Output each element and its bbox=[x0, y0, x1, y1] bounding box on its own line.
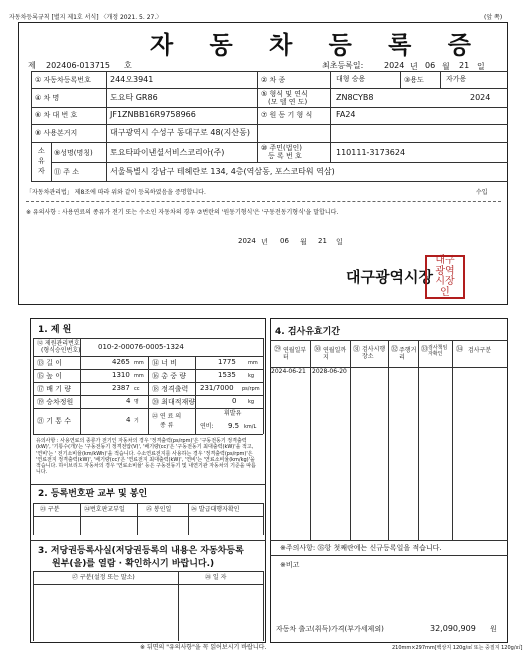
insp-col-place-mark: ㉛ bbox=[353, 345, 360, 353]
inspection-note: ※주의사항: ㉟항 첫째란에는 신규등록일을 적습니다. bbox=[280, 544, 442, 552]
address-value: 서울특별시 강남구 테헤란로 134, 4층(역삼동, 포스코타워 역삼) bbox=[110, 167, 335, 176]
plates-heading: 2. 등록번호판 교부 및 봉인 bbox=[38, 489, 148, 499]
owner-side-3: 자 bbox=[38, 167, 45, 175]
owner-name-label: ⑨성명(명칭) bbox=[54, 149, 93, 157]
owner-name-value: 토요타파이낸셜서비스코리아(주) bbox=[110, 148, 225, 157]
official-seal-stamp bbox=[425, 255, 465, 299]
insp-col-type: 검사구분 bbox=[468, 347, 492, 354]
inspection-heading: 4. 검사유효기간 bbox=[275, 327, 340, 337]
insp-col-to: 연월일까지 bbox=[323, 347, 347, 362]
specs-heading: 1. 제 원 bbox=[38, 325, 72, 335]
insp-col-place: 검사시행장소 bbox=[362, 346, 386, 361]
displacement-label: ⑰ 배 기 량 bbox=[37, 385, 71, 393]
owner-side-2: 유 bbox=[38, 157, 45, 165]
mortgage-col-kind: ㉗ 구분(설정 또는 말소) bbox=[72, 574, 135, 581]
use-label: ③용도 bbox=[404, 76, 424, 84]
name-label: ④ 차 명 bbox=[35, 94, 60, 102]
vin-label: ⑥ 차 대 번 호 bbox=[35, 111, 78, 119]
engine-value: FA24 bbox=[336, 110, 356, 119]
first-reg-day-unit: 일 bbox=[477, 62, 485, 71]
height-label: ⑮ 높 이 bbox=[37, 372, 62, 380]
authority-name: 대구광역시장 bbox=[346, 268, 433, 286]
insp-row1-to: 2028-06-20 bbox=[312, 368, 347, 375]
insp-col-from: 연월일부터 bbox=[283, 347, 307, 362]
issue-year: 2024 bbox=[238, 237, 256, 245]
price-value: 32,090,909 bbox=[430, 624, 476, 633]
cylinder-unit: 기 bbox=[134, 418, 139, 424]
model-label: ⑤ 형식 및 연식 bbox=[261, 90, 308, 98]
insp-col-mileage: 주행거리 bbox=[399, 347, 417, 362]
insp-col-inspector: 검사책임자확인 bbox=[428, 345, 448, 357]
displacement-unit: cc bbox=[134, 386, 140, 392]
doc-no-prefix: 제 bbox=[28, 61, 36, 70]
price-label: 자동차 출고(취득)가격(부가세제외) bbox=[276, 625, 384, 633]
fuel-label-line2: 종 류 bbox=[160, 422, 174, 429]
address-label: ⑪ 주 소 bbox=[54, 168, 79, 176]
power-value: 231/7000 bbox=[200, 384, 234, 392]
issue-day-unit: 일 bbox=[336, 238, 343, 246]
weight-value: 1535 bbox=[218, 371, 236, 379]
mortgage-col-date: ㉘ 일 자 bbox=[205, 574, 227, 581]
approval-label-line2: (형식승인번호) bbox=[41, 347, 81, 354]
footer-note: ※ 뒤면의 "유의사항"을 꼭 읽어보시기 바랍니다. bbox=[140, 644, 267, 651]
plates-col-issue-date: ㉔번호판교부일 bbox=[84, 506, 125, 513]
seats-value: 4 bbox=[126, 397, 131, 405]
plates-col-kind: ㉓ 구분 bbox=[40, 506, 60, 513]
fuel-value: 휘발유 bbox=[224, 410, 242, 417]
page-side-label: (앞 쪽) bbox=[484, 14, 503, 21]
document-title: 자 동 차 등 록 증 bbox=[150, 30, 485, 59]
first-reg-label: 최초등록일: bbox=[322, 61, 364, 70]
height-value: 1310 bbox=[112, 371, 130, 379]
reg-no-value: 244오3941 bbox=[110, 75, 154, 84]
use-value: 자가용 bbox=[446, 75, 467, 83]
regulation-text: 자동차등록규칙 [별지 제1호 서식] 〈개정 2021. 5. 27.〉 bbox=[9, 14, 163, 21]
first-reg-year-unit: 년 bbox=[410, 62, 418, 71]
length-label: ⑬ 길 이 bbox=[37, 359, 62, 367]
mortgage-heading-line1: 3. 저당권등록사실(저당권등록의 내용은 자동차등록 bbox=[38, 546, 244, 556]
load-label: ⑳ 최대적재량 bbox=[152, 398, 196, 406]
seats-label: ⑲ 승차정원 bbox=[37, 398, 74, 406]
plates-col-seal-date: ㉕ 봉인일 bbox=[146, 506, 172, 513]
seats-unit: 명 bbox=[134, 399, 139, 405]
approval-label-line1: ⑫ 제원관리번호 bbox=[37, 340, 80, 347]
issue-month-unit: 월 bbox=[300, 238, 307, 246]
cylinder-label: ㉑ 기 통 수 bbox=[37, 417, 71, 425]
model-value: ZN8CYB8 bbox=[336, 93, 374, 102]
first-reg-month: 06 bbox=[425, 61, 436, 70]
insp-col-from-mark: ㉙ bbox=[274, 345, 281, 353]
approval-no-value: 010-2-00076-0005-1324 bbox=[98, 343, 184, 351]
mortgage-heading-line2: 원부(을)를 열람 · 확인하시기 바랍니다.) bbox=[52, 559, 215, 569]
efficiency-value: 9.5 bbox=[228, 422, 240, 430]
width-label: ⑭ 너 비 bbox=[152, 359, 177, 367]
model-year-value: 2024 bbox=[470, 93, 491, 102]
doc-no-suffix: 호 bbox=[124, 61, 132, 70]
owner-id-label-line2: 등 록 번 호 bbox=[268, 152, 302, 160]
width-value: 1775 bbox=[218, 358, 236, 366]
owner-id-label-line1: ⑩ 주민(법인) bbox=[261, 144, 303, 152]
official-seal-text: 대구광역시장인 bbox=[435, 255, 455, 298]
first-reg-day: 21 bbox=[459, 61, 470, 70]
insp-col-inspector-mark: ㉝ bbox=[421, 345, 428, 353]
length-unit: mm bbox=[134, 360, 144, 366]
displacement-value: 2387 bbox=[112, 384, 130, 392]
first-reg-month-unit: 월 bbox=[442, 62, 450, 71]
inspection-remark: ※비고 bbox=[280, 561, 300, 569]
specs-note: 유의사항 : 사용연료의 종류가 전기인 자동차의 경우 '정격출력(ps/rpm)'은 '구동전동기 정격출력(kW)', '기통수(개)'는 '구동전동기 정격전압(V)', '배기량(cc)'은 '구동전동기 최대출력(kW)'을 적고, '연비'는 ' 전기소비율(km/kWh)'을 적습니다. 수소연료전지를 사용하는 경우 '정격출력(ps/rpm)'은 '연료전지 정격출력(kW)', '배기량(cc)'은 '연료전지 최대출력(kW)', '연비'는 '연료소비율(km/kg)'을 적습니다. 하이브리드 자동차의 경우 '연료소비율' 등은 구동전동기 및 내연기관 자동차의 기준을 따릅니다. bbox=[36, 438, 256, 476]
name-value: 도요타 GR86 bbox=[110, 93, 158, 102]
power-label: ⑱ 정격출력 bbox=[152, 385, 189, 393]
insp-col-mileage-mark: ㉜ bbox=[391, 345, 398, 353]
model-sub-label: (모 델 연 도) bbox=[268, 98, 308, 106]
efficiency-unit: km/L bbox=[244, 424, 257, 430]
load-value: 0 bbox=[232, 397, 237, 405]
base-label: ⑧ 사용본거지 bbox=[35, 129, 78, 137]
issue-day: 21 bbox=[318, 237, 327, 245]
vin-value: JF1ZNBB16R9758966 bbox=[110, 110, 196, 119]
doc-no: 202406-013715 bbox=[46, 61, 110, 70]
weight-unit: kg bbox=[248, 373, 255, 379]
insp-col-to-mark: ㉚ bbox=[314, 345, 321, 353]
reg-no-label: ① 자동차등록번호 bbox=[35, 76, 91, 84]
insp-row1-from: 2024-06-21 bbox=[271, 368, 306, 375]
weight-label: ⑯ 총 중 량 bbox=[152, 372, 186, 380]
certify-note: ※ 유의사항 : 사용연료의 종류가 전기 또는 수소인 자동차의 경우 ⑦번란의 '원동기형식'은 '구동전동기형식'을 말합니다. bbox=[26, 209, 339, 216]
price-unit: 원 bbox=[490, 625, 497, 633]
height-unit: mm bbox=[134, 373, 144, 379]
insp-col-type-mark: ㉞ bbox=[456, 345, 463, 353]
load-unit: kg bbox=[248, 399, 255, 405]
cylinder-value: 4 bbox=[126, 416, 131, 424]
fuel-label-line1: ㉒ 연 료 의 bbox=[152, 413, 182, 420]
engine-label: ⑦ 원 동 기 형 식 bbox=[261, 111, 313, 119]
certify-side: 수입 bbox=[476, 189, 488, 196]
issue-year-unit: 년 bbox=[261, 238, 268, 246]
first-reg-year: 2024 bbox=[384, 61, 405, 70]
power-unit: ps/rpm bbox=[242, 386, 260, 392]
owner-side-1: 소 bbox=[38, 147, 45, 155]
width-unit: mm bbox=[248, 360, 258, 366]
owner-id-value: 110111-3173624 bbox=[336, 148, 406, 157]
length-value: 4265 bbox=[112, 358, 130, 366]
footer-paper-spec: 210mm×297mm[백상지 120g/㎡ 또는 중질지 120g/㎡] bbox=[392, 645, 523, 651]
certify-text: 「자동차관리법」 제8조에 따라 위와 같이 등록하였음을 증명합니다. bbox=[26, 189, 206, 196]
type-label: ② 차 종 bbox=[261, 76, 286, 84]
base-value: 대구광역시 수성구 동대구로 48(지산동) bbox=[110, 128, 250, 137]
issue-month: 06 bbox=[280, 237, 289, 245]
type-value: 대형 승용 bbox=[336, 75, 366, 83]
efficiency-label: 연비: bbox=[200, 423, 214, 430]
plates-col-agent: ㉖ 발급대행자확인 bbox=[191, 506, 240, 513]
